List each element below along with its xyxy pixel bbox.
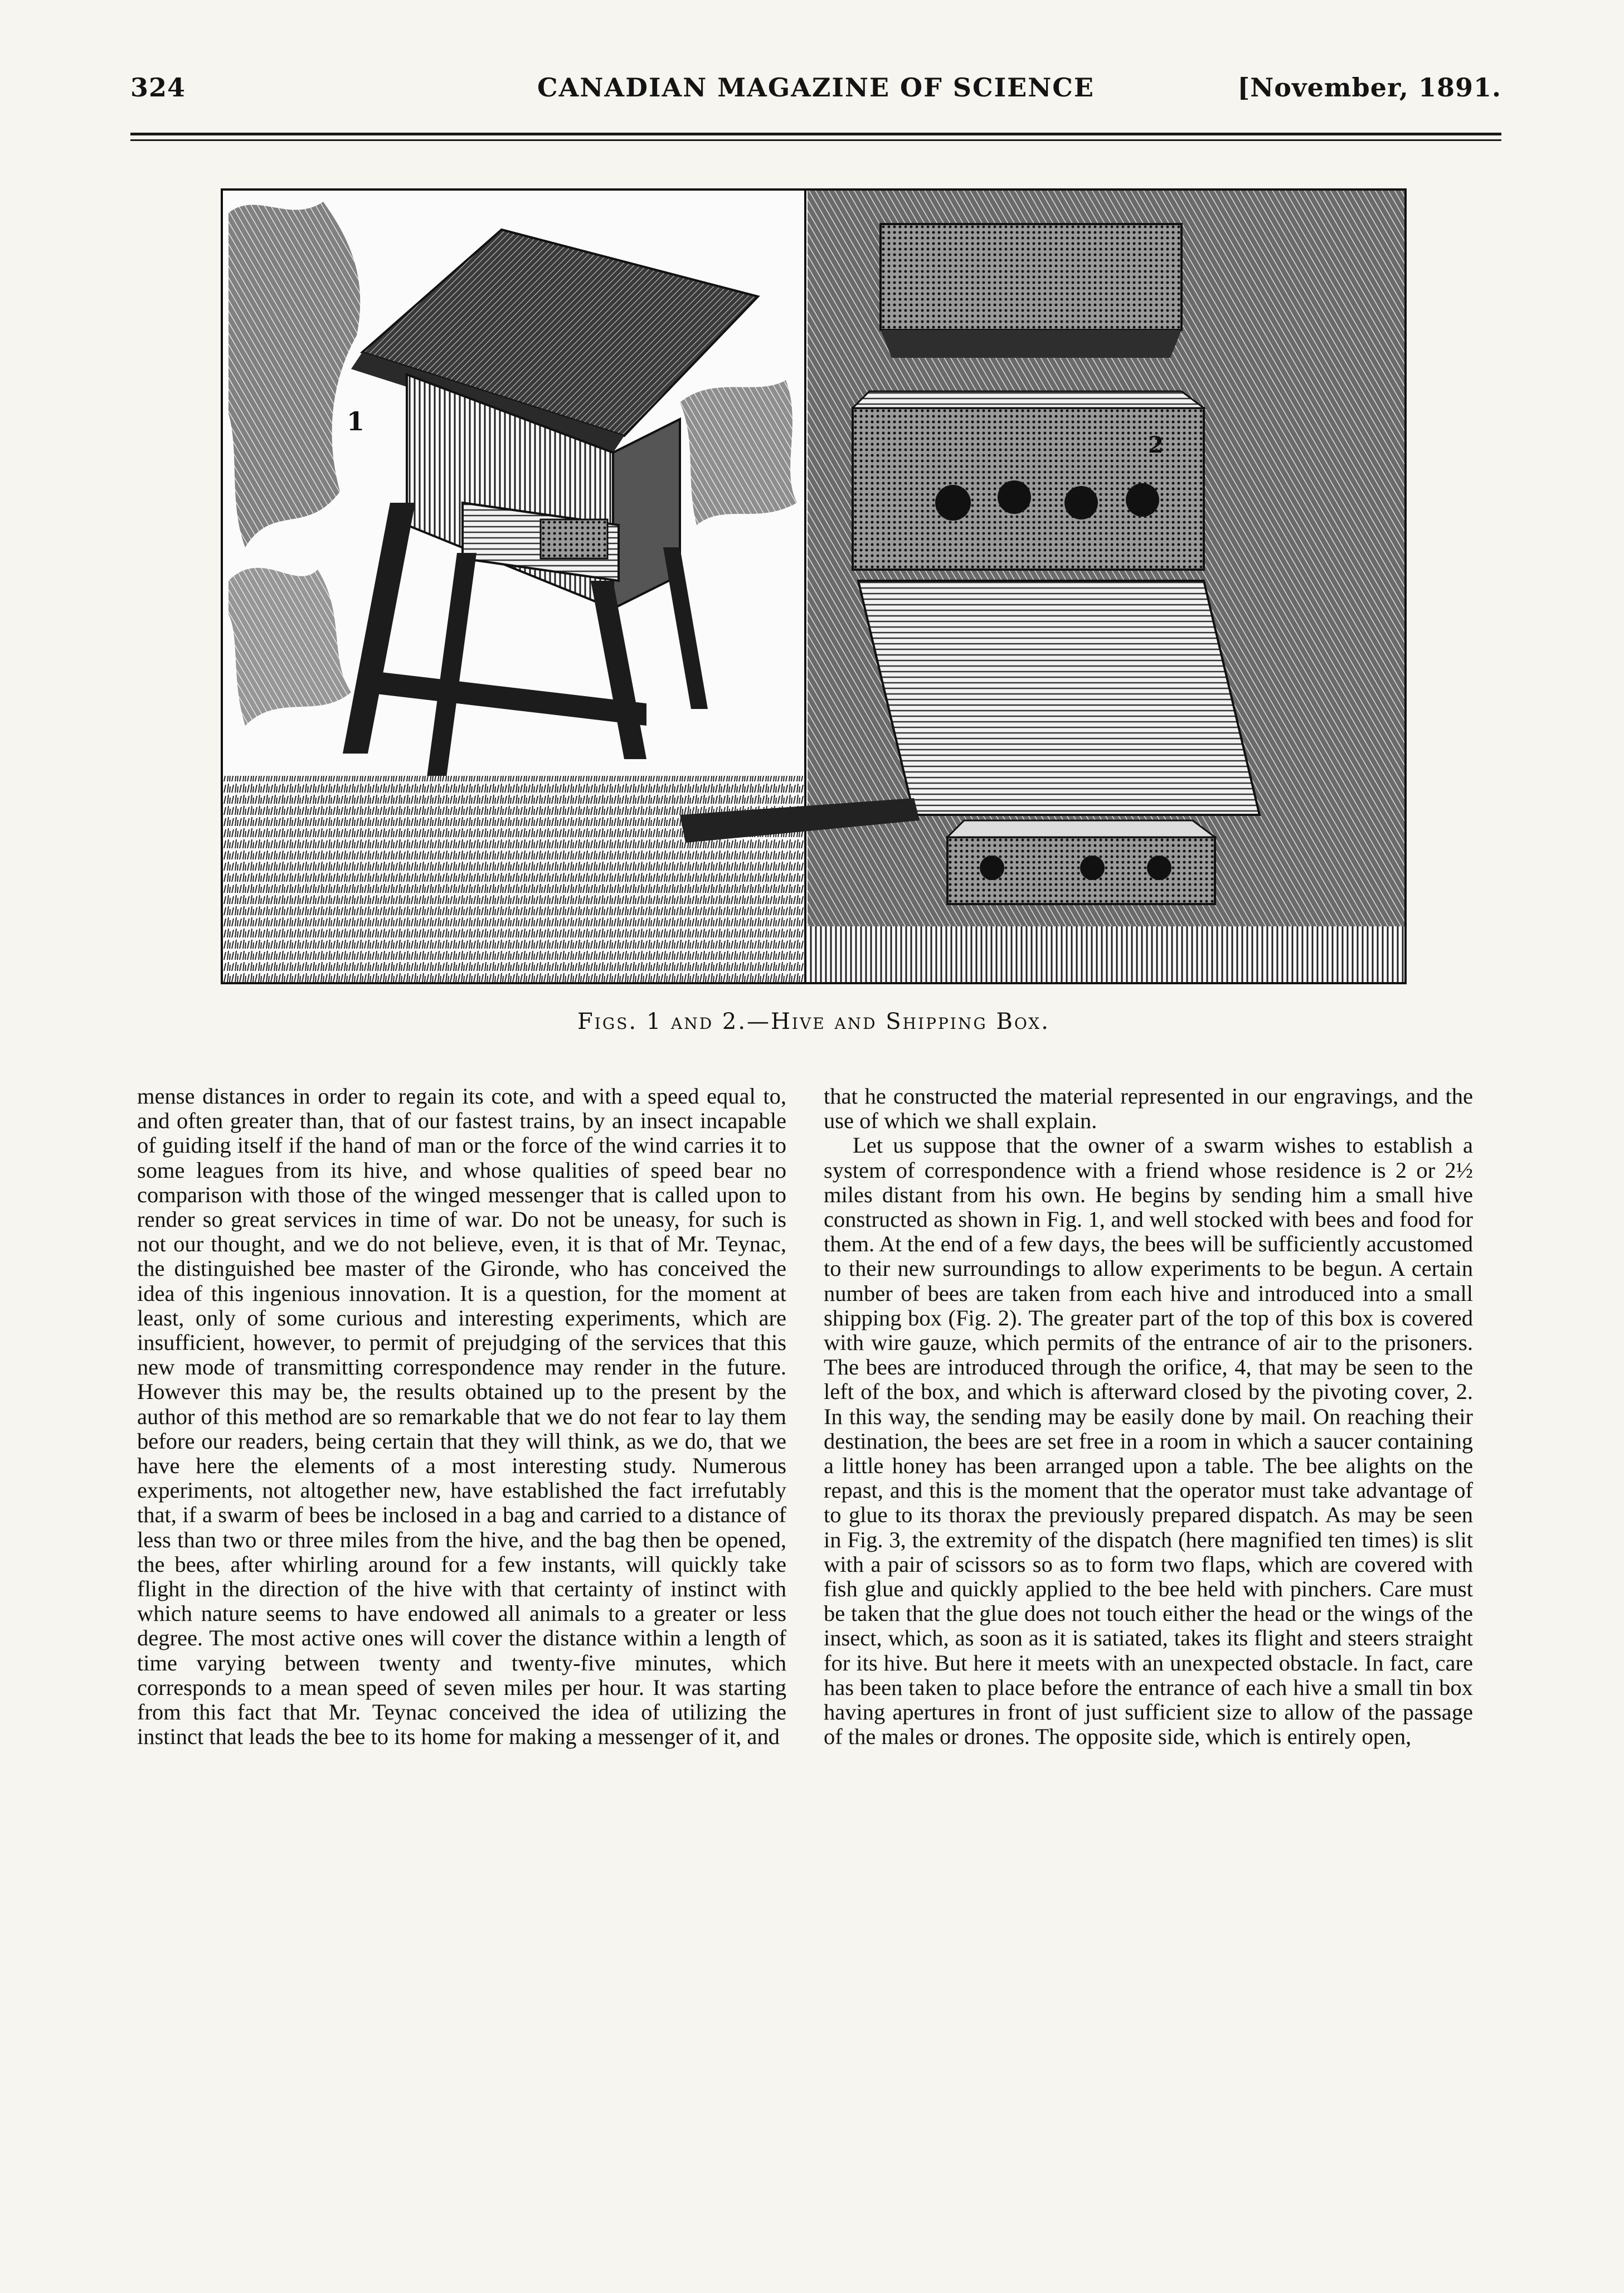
header-rule xyxy=(130,133,1501,135)
figure-caption: Figs. 1 and 2.—Hive and Shipping Box. xyxy=(577,1009,1050,1034)
header-rule-thin xyxy=(130,139,1501,141)
left-paragraph: mense distances in order to regain its cote, and with a speed equal to, and often greater than, that of our fastest trains, by an insect incapable of guiding itself if the hand of man or the force of the wind carries it to some leagues from its hive, and whose qualities of speed bear no comparison with those of the winged messenger that is called upon to render so great services in time of war. Do not be uneasy, for such is not our thought, and we do not believe, even, it is that of Mr. Teynac, the distinguished bee master of the Gironde, who has conceived the idea of this ingenious innovation. It is a question, for the moment at least, only of some curious and interesting experiments, which are insufficient, however, to permit of prejudging of the services that this new mode of transmitting correspondence may render in the future. However this may be, the results obtained up to the present by the author of this method are so remarkable that we do not fear to lay them before our readers, being certain that they will think, as we do, that we have here the elements of a most interesting study. Numerous experiments, not altogether new, have established the fact irrefutably that, if a swarm of bees be inclosed in a bag and carried to a distance of less than two or three miles from the hive, and the bag then be opened, the bees, after whirling around for a few instants, will quickly take flight in the direction of the hive with that certainty of instinct with which nature seems to have endowed all animals to a greater or less degree. The most active ones will cover the distance within a length of time varying between twenty and twenty-five minutes, which corresponds to a mean speed of seven miles per hour. It was starting from this fact that Mr. Teynac conceived the idea of utilizing the instinct that leads the bee to its home for making a messenger of it, and xyxy=(137,1084,786,1750)
issue-date: [November, 1891. xyxy=(1237,72,1501,103)
right-paragraph-2: Let us suppose that the owner of a swarm wishes to establish a system of correspondence with a friend whose residence is 2 or 2½ miles distant from his own. He begins by sending him a small hive constructed as shown in Fig. 1, and well stocked with bees and food for them. At the end of a few days, the bees will be sufficiently accustomed to their new surroundings to allow experiments to be begun. A certain number of bees are taken from each hive and introduced into a small shipping box (Fig. 2). The greater part of the top of this box is covered with wire gauze, which permits of the entrance of air to the prisoners. The bees are introduced through the orifice, 4, that may be seen to the left of the box, and which is afterward closed by the pivoting cover, 2. In this way, the sending may be easily done by mail. On reaching their destination, the bees are set free in a room in which a saucer containing a little honey has been arranged upon a table. The bee alights on the repast, and this is the moment that the operator must take advantage of to glue to its thorax the previously prepared dispatch. As may be seen in Fig. 3, the extremity of the dispatch (here magnified ten times) is slit with a pair of scissors so as to form two flaps, which are covered with fish glue and quickly applied to the bee held with pinchers. Care must be taken that the glue does not touch either the head or the wings of the insect, which, as soon as it is satiated, takes its flight and steers straight for its hive. But here it meets with an unexpected obstacle. In fact, care has been taken to place before the entrance of each hive a small tin box having apertures in front of just sufficient size to allow of the passage of the males or drones. The opposite side, which is entirely open, xyxy=(824,1133,1473,1750)
figure-label-2: 2 xyxy=(1148,432,1164,458)
running-header xyxy=(130,72,1501,117)
journal-title: CANADIAN MAGAZINE OF SCIENCE xyxy=(537,72,1095,103)
right-paragraph-1: that he constructed the material represented in our engravings, and the use of which we shall explain. xyxy=(824,1084,1473,1134)
engraving-figure xyxy=(221,188,1407,984)
page-number: 324 xyxy=(130,72,186,103)
left-column xyxy=(137,1084,786,1749)
right-column xyxy=(824,1084,1473,1749)
figure-label-1: 1 xyxy=(347,406,365,436)
engraving-illustration xyxy=(223,191,1404,982)
